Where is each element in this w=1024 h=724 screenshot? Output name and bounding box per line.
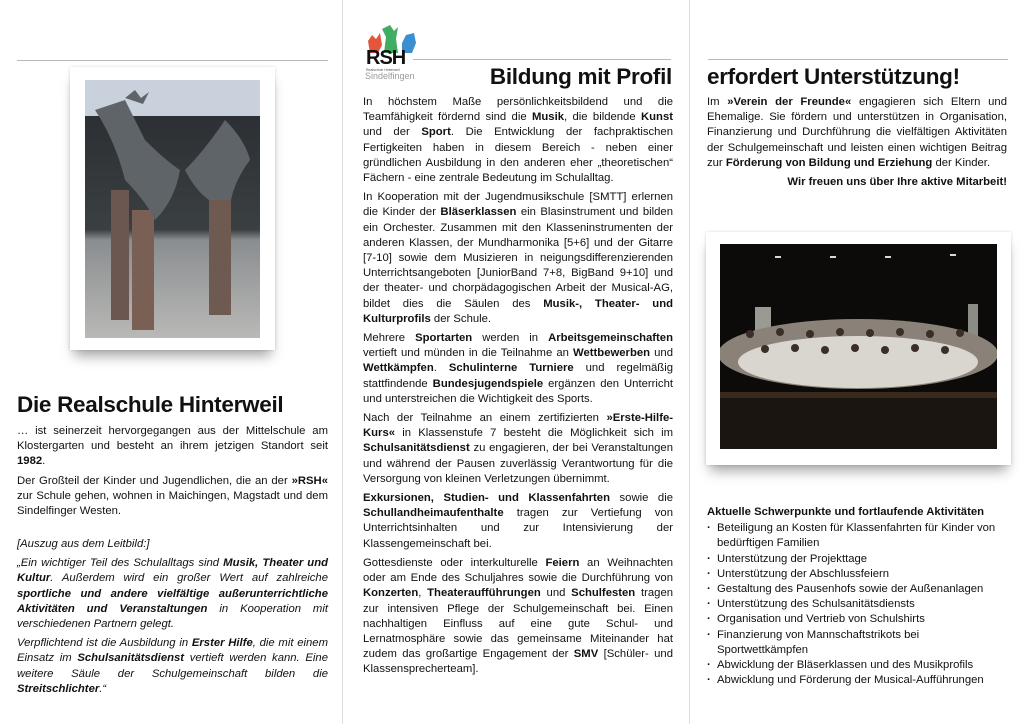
emphasis-text: SMV xyxy=(573,648,599,661)
emphasis-text: Wettkämpfen xyxy=(363,362,434,375)
activities-list xyxy=(707,521,1012,688)
body-text: In Kooperation mit der Jugendmusikschule [SMTT] erlernen die Kinder der xyxy=(363,191,673,219)
musical-photo xyxy=(706,232,1011,465)
emphasis-text: »Erste-Hilfe-Kurs« xyxy=(363,412,673,440)
body-text: .“ xyxy=(99,682,107,695)
body-text: sowie die xyxy=(610,492,673,505)
body-text: und xyxy=(650,347,673,360)
emphasis-text: sportliche und andere vielfältige außerunterrichtliche Aktivitäten und Veranstaltungen xyxy=(17,587,328,615)
emphasis-text: Bläserklassen xyxy=(440,206,517,219)
activity-item: · Unterstützung des Schulsanitätsdiensts xyxy=(707,597,1012,612)
emphasis-text: Schulfesten xyxy=(571,587,636,600)
body-text: . xyxy=(433,362,449,375)
sculpture-illustration-icon xyxy=(85,80,260,338)
activity-item: · Organisation und Vertrieb von Schulshirts xyxy=(707,612,1012,627)
emphasis-text: Schulsanitätsdienst xyxy=(363,442,470,455)
body-text: vertieft werden kann. Eine weitere Säule der Schulgemeinschaft bilden die xyxy=(17,652,328,680)
emphasis-text: Förderung von Bildung und Erziehung xyxy=(725,156,933,169)
verein-paragraph xyxy=(707,95,1007,171)
intro-1-text: … ist seinerzeit hervorgegangen aus der Mittelschule am Klostergarten und besteht an ihrem jetzigen Standort seit xyxy=(17,425,328,453)
emphasis-text: Schullandheimaufenthalte xyxy=(363,507,504,520)
body-text: und regelmäßig stattfindende xyxy=(363,362,673,390)
intro-2-end: zur Schule gehen, wohnen in Maichingen, Magstadt und dem Sindelfinger Westen. xyxy=(17,489,328,518)
emphasis-text: Kunst xyxy=(640,111,673,124)
activities-section xyxy=(707,505,1012,688)
body-text: Verpflichtend ist die Ausbildung in xyxy=(17,637,192,650)
top-rule xyxy=(413,59,671,60)
body-text: zu engagieren, der bei Veranstaltungen und während der Pausen zuverlässig Verantwortung für die Versorgung von kleinen Verletzungen übernimmt. xyxy=(363,442,673,485)
emphasis-text: Theateraufführungen xyxy=(427,587,541,600)
top-rule xyxy=(708,59,1008,60)
panel-middle xyxy=(342,0,690,724)
emphasis-text: Sportarten xyxy=(415,332,473,345)
emphasis-text: Feiern xyxy=(545,556,580,569)
sculpture-photo xyxy=(70,67,275,350)
profile-text xyxy=(363,95,673,682)
body-text: , die bildende xyxy=(564,111,641,124)
emphasis-text: Musik, Theater und Kultur xyxy=(17,557,328,585)
body-text: ergänzen den Unterricht und unterstreichen die Wichtigkeit des Sports. xyxy=(363,377,673,405)
profile-paragraph xyxy=(363,491,673,552)
verein-text xyxy=(707,95,1007,194)
body-text: Im xyxy=(707,96,728,108)
activities-title: Aktuelle Schwerpunkte und fortlaufende Aktivitäten xyxy=(707,506,985,518)
body-text: werden in xyxy=(472,332,549,345)
body-text: „Ein wichtiger Teil des Schulalltags sind xyxy=(17,557,224,570)
logo-letters: RSH xyxy=(366,47,406,69)
quote-label: [Auszug aus dem Leitbild:] xyxy=(17,538,150,550)
body-text: der Kinder. xyxy=(932,156,991,169)
activity-item: · Abwicklung und Förderung der Musical-Aufführungen xyxy=(707,673,1012,688)
emphasis-text: Musik xyxy=(531,111,564,124)
body-text: tragen zur Vertiefung von Unterrichtsinhalten und zur Intensivierung der Klassengemeinschaft bei. xyxy=(363,507,673,550)
intro-paragraph-1 xyxy=(17,424,328,470)
body-text: , die mit einem Einsatz im xyxy=(17,637,328,665)
profile-paragraph xyxy=(363,95,673,186)
body-text: in Kooperation mit verschiedenen Partnern gelegt. xyxy=(17,602,328,631)
top-rule xyxy=(17,60,328,61)
body-text: engagieren sich Eltern und Ehemalige. Sie fördern und unterstützen in Organisation, Finanzierung und Durchführung die vielfältigen Aktivitäten der Schulgemeinschaft und leisten einen wichtigen Beitrag zur xyxy=(707,96,1007,169)
panel-left xyxy=(0,0,342,724)
body-text: Nach der Teilnahme an einem zertifizierten xyxy=(363,412,607,425)
profile-paragraph xyxy=(363,190,673,327)
body-text: Gottesdienste oder interkulturelle xyxy=(363,556,546,569)
activity-item: · Unterstützung der Abschlussfeiern xyxy=(707,567,1012,582)
leitbild-quote xyxy=(17,537,328,701)
quote-paragraph-2 xyxy=(17,636,328,697)
panel-right xyxy=(689,0,1024,724)
body-text: . Die Entwicklung der fachpraktischen Fertigkeiten haben in diesem Bereich - neben einer gründlichen Ausbildung in den anderen eher „theoretischen“ Fächern - eine zentrale Bedeutung im Schulalltag. xyxy=(363,126,673,185)
body-text: an Weihnachten oder am Ende des Schuljahres sowie die Durchführung von xyxy=(363,556,674,585)
body-text: der Schule. xyxy=(430,312,492,325)
sculpture-image xyxy=(85,80,260,338)
body-text: [Schüler- und Klassensprecherteam]. xyxy=(363,648,673,676)
body-text: und xyxy=(540,587,572,600)
logo-subtitle: Realschule Hinterweil xyxy=(366,68,400,72)
body-text: und der xyxy=(363,126,422,139)
musical-image xyxy=(720,244,997,449)
emphasis-text: Arbeitsgemeinschaften xyxy=(548,332,673,345)
body-text: ein Blasinstrument und bilden ein Orchester. Zusammen mit den Klasseninstrumenten der anderen Klassen, der Mundharmonika [5+6] und der Gitarre [7-10] sowie dem Musizieren in neigungsdifferenzierenden Unterrichtsangeboten [JuniorBand 7+8, BigBand 9+10] und der theater- und chorpädagogischen Arbeit der Musical-AG, bildet dies die Säulen des xyxy=(363,206,673,310)
logo-city: Sindelfingen xyxy=(365,71,415,81)
school-logo xyxy=(364,25,420,81)
emphasis-text: Schulinterne Turniere xyxy=(448,362,574,375)
founding-year: 1982 xyxy=(17,455,43,468)
activity-item: · Abwicklung der Bläserklassen und des Musikprofils xyxy=(707,658,1012,673)
emphasis-text: Exkursionen, Studien- und Klassenfahrten xyxy=(363,492,610,505)
activity-item: · Finanzierung von Mannschaftstrikots bei Sportwettkämpfen xyxy=(707,628,1012,658)
intro-paragraph-2 xyxy=(17,474,328,520)
emphasis-text: Schulsanitätsdienst xyxy=(77,652,185,665)
rsh-abbrev: »RSH« xyxy=(291,474,328,487)
body-text: , xyxy=(418,587,428,600)
callout-text: Wir freuen uns über Ihre aktive Mitarbeit! xyxy=(787,176,1007,189)
activity-item: · Gestaltung des Pausenhofs sowie der Außenanlagen xyxy=(707,582,1012,597)
body-text: In höchstem Maße persönlichkeitsbildend und die Teamfähigkeit fördernd sind die xyxy=(363,96,673,124)
stage-illustration-icon xyxy=(720,244,997,449)
emphasis-text: Erster Hilfe xyxy=(191,637,253,650)
intro-1-end: . xyxy=(42,455,46,468)
emphasis-text: Streitschlichter xyxy=(17,682,100,695)
intro-text xyxy=(17,424,328,523)
emphasis-text: Sport xyxy=(421,126,451,139)
profile-paragraph xyxy=(363,411,673,487)
body-text: . Außerdem wird ein großer Wert auf zahlreiche xyxy=(50,572,328,585)
body-text: vertieft und münden in die Teilnahme an xyxy=(363,347,574,360)
body-text: in Klassenstufe 7 besteht die Möglichkeit sich im xyxy=(395,427,673,440)
profile-paragraph xyxy=(363,331,673,407)
emphasis-text: »Verein der Freunde« xyxy=(727,96,852,108)
activity-item: · Unterstützung der Projekttage xyxy=(707,552,1012,567)
body-text: Mehrere xyxy=(363,332,416,345)
body-text: tragen zur intensiven Pflege der Schulgemeinschaft bei. Einen nachhaltigen Einfluss auf eine gute Schul- und Lernatmosphäre sowie das gemeinsame Miteinander hat zudem das großartige Engagement der xyxy=(363,587,674,661)
emphasis-text: Konzerten xyxy=(363,587,419,600)
heading-unterstuetzung: erfordert Unterstützung! xyxy=(707,64,960,89)
emphasis-text: Wettbewerben xyxy=(573,347,651,360)
profile-paragraph xyxy=(363,556,673,678)
quote-paragraph-1 xyxy=(17,556,328,632)
heading-bildung: Bildung mit Profil xyxy=(489,64,672,89)
emphasis-text: Musik-, Theater- und Kulturprofils xyxy=(363,297,674,325)
intro-2-text: Der Großteil der Kinder und Jugendlichen, die an der xyxy=(17,474,292,487)
activity-item: · Beteiligung an Kosten für Klassenfahrten für Kinder von bedürftigen Familien xyxy=(707,521,1012,551)
heading-realschule: Die Realschule Hinterweil xyxy=(17,392,284,417)
emphasis-text: Bundesjugendspiele xyxy=(432,377,544,390)
